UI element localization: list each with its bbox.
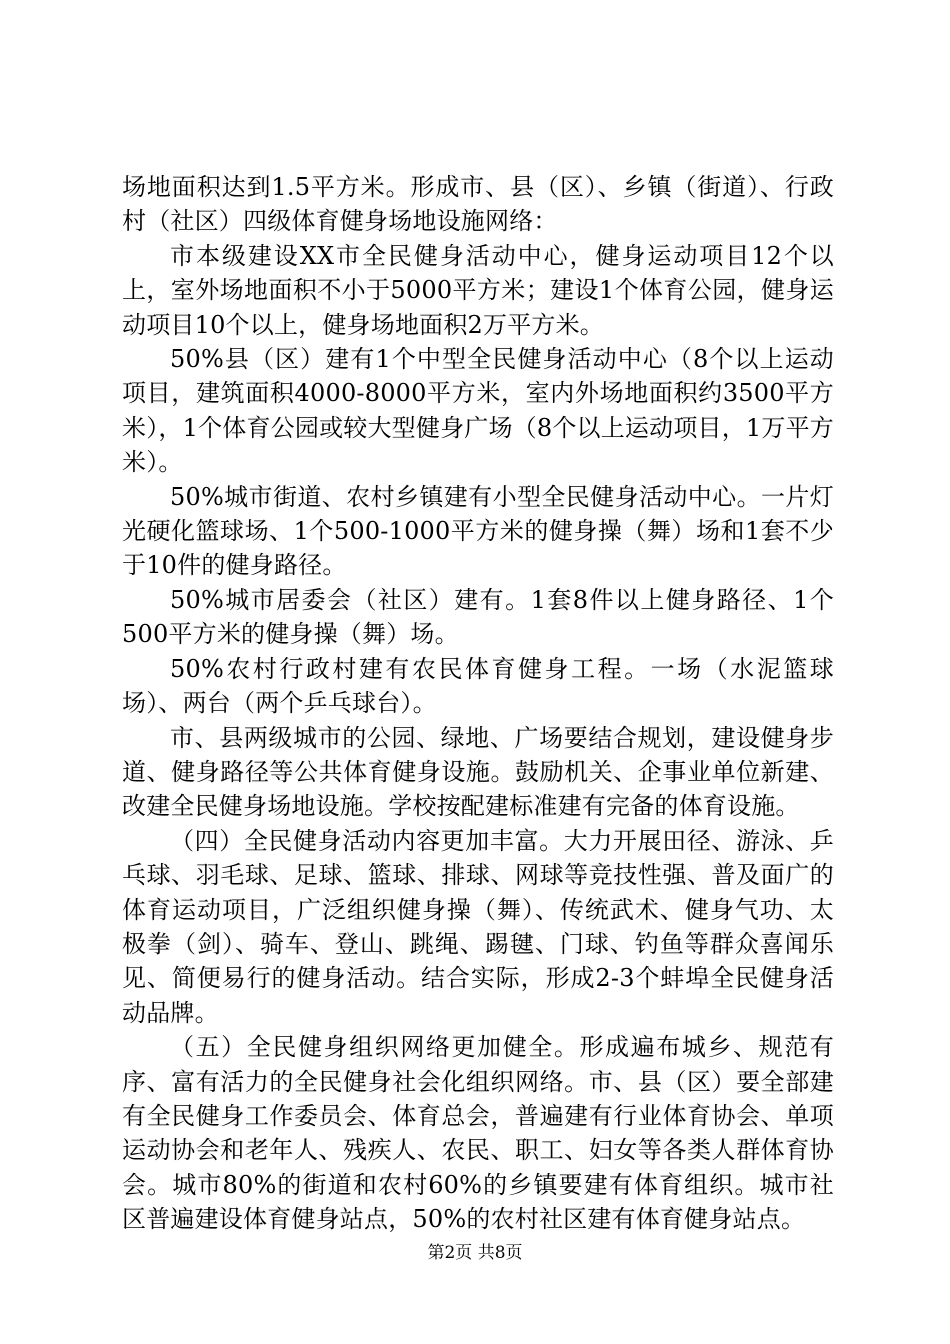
paragraph-street-township: 50%城市街道、农村乡镇建有小型全民健身活动中心。一片灯光硬化篮球场、1个500-1000平方米的健身操（舞）场和1套不少于10件的健身路径。 xyxy=(122,482,834,580)
paragraph-city-level: 市本级建设XX市全民健身活动中心，健身运动项目12个以上，室外场地面积不小于5000平方米；建设1个体育公园，健身运动项目10个以上，健身场地面积2万平方米。 xyxy=(122,241,834,339)
document-body xyxy=(122,170,834,1237)
page-number-footer: 第2页 共8页 xyxy=(427,1243,523,1263)
paragraph-public-facilities: 市、县两级城市的公园、绿地、广场要结合规划，建设健身步道、健身路径等公共体育健身设施。鼓励机关、企事业单位新建、改建全民健身场地设施。学校按配建标准建有完备的体育设施。 xyxy=(122,723,834,821)
paragraph-section-four: （四）全民健身活动内容更加丰富。大力开展田径、游泳、乒乓球、羽毛球、足球、篮球、排球、网球等竞技性强、普及面广的体育运动项目，广泛组织健身操（舞）、传统武术、健身气功、太极拳（剑）、骑车、登山、跳绳、踢毽、门球、钓鱼等群众喜闻乐见、简便易行的健身活动。结合实际，形成2-3个蚌埠全民健身活动品牌。 xyxy=(122,826,834,1027)
paragraph-community: 50%城市居委会（社区）建有。1套8件以上健身路径、1个500平方米的健身操（舞）场。 xyxy=(122,585,834,649)
paragraph-county-level: 50%县（区）建有1个中型全民健身活动中心（8个以上运动项目，建筑面积4000-8000平方米，室内外场地面积约3500平方米），1个体育公园或较大型健身广场（8个以上运动项目，1万平方米）。 xyxy=(122,345,835,477)
paragraph-section-five: （五）全民健身组织网络更加健全。形成遍布城乡、规范有序、富有活力的全民健身社会化组织网络。市、县（区）要全部建有全民健身工作委员会、体育总会，普遍建有行业体育协会、单项运动协会和老年人、残疾人、农民、职工、妇女等各类人群体育协会。城市80%的街道和农村60%的乡镇要建有体育组织。城市社区普遍建设体育健身站点，50%的农村社区建有体育健身站点。 xyxy=(122,1033,834,1234)
paragraph-village: 50%农村行政村建有农民体育健身工程。一场（水泥篮球场）、两台（两个乒乓球台）。 xyxy=(122,654,834,718)
paragraph-continuation: 场地面积达到1.5平方米。形成市、县（区）、乡镇（街道）、行政村（社区）四级体育健身场地设施网络： xyxy=(122,173,834,236)
